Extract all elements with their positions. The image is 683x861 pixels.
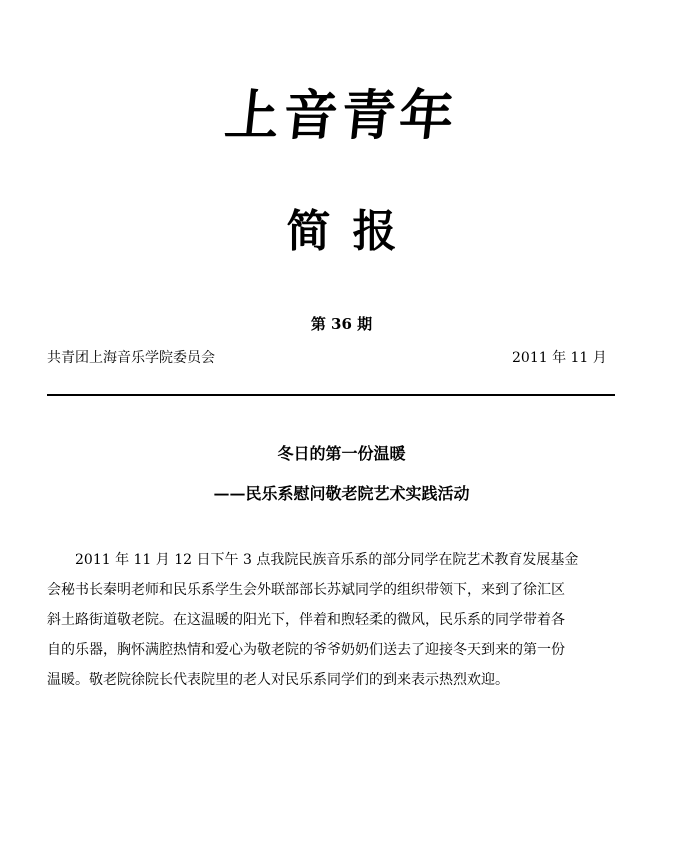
article-title: 冬日的第一份温暖 bbox=[277, 444, 406, 463]
issue-number: 第 36 期 bbox=[310, 315, 373, 333]
body-line: 斜土路街道敬老院。在这温暖的阳光下，伴着和煦轻柔的微风，民乐系的同学带着各 bbox=[47, 612, 565, 628]
body-line: 2011 年 11 月 12 日下午 3 点我院民族音乐系的部分同学在院艺术教育发展基金 bbox=[75, 552, 579, 568]
publisher-organization: 共青团上海音乐学院委员会 bbox=[47, 350, 215, 366]
body-line: 自的乐器，胸怀满腔热情和爱心为敬老院的爷爷奶奶们送去了迎接冬天到来的第一份 bbox=[47, 642, 565, 658]
article-body bbox=[47, 545, 637, 695]
body-line: 会秘书长秦明老师和民乐系学生会外联部部长苏斌同学的组织带领下，来到了徐汇区 bbox=[47, 582, 565, 598]
masthead-title: 上音青年 bbox=[222, 83, 461, 147]
publication-date: 2011 年 11 月 bbox=[512, 350, 607, 366]
header-divider bbox=[47, 394, 615, 396]
body-line: 温暖。敬老院徐院长代表院里的老人对民乐系同学们的到来表示热烈欢迎。 bbox=[47, 672, 509, 688]
article-subtitle: ——民乐系慰问敬老院艺术实践活动 bbox=[213, 484, 470, 503]
bulletin-title: 简报 bbox=[286, 206, 419, 257]
